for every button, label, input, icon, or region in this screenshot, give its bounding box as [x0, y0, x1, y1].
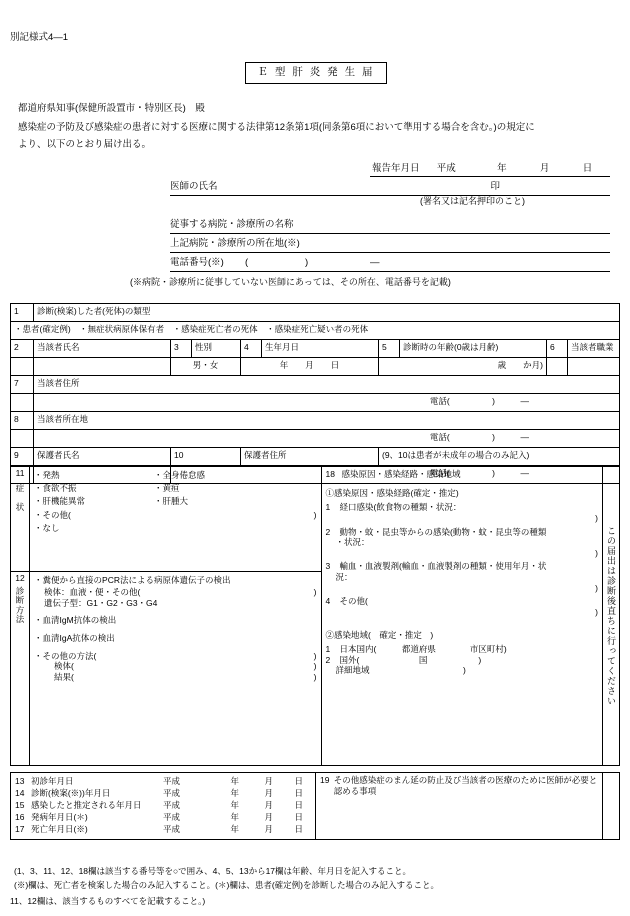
- telephone-label: 電話番号(※): [170, 257, 224, 268]
- date-17-year: 年: [230, 824, 239, 834]
- table-row: [11, 394, 620, 412]
- infection-cause-1[interactable]: [326, 502, 598, 513]
- tel-dash: ―: [370, 257, 380, 268]
- hospital-address-field[interactable]: 上記病院・診療所の所在地(※): [170, 238, 610, 253]
- diag-other-result-close: ): [313, 672, 317, 683]
- report-date-day: 日: [582, 163, 593, 174]
- section18-title: 感染原因・感染経路・感染地域: [341, 469, 461, 479]
- symptom-row-4: [34, 509, 316, 522]
- cause4-no: 4: [325, 596, 331, 607]
- date-17-no: 17: [15, 824, 25, 834]
- doctor-name-label: 医師の氏名: [170, 181, 218, 192]
- diag-iga[interactable]: ・血清IgA抗体の検出: [34, 632, 115, 643]
- date-13-day: 日: [294, 776, 303, 786]
- row7-number-2: 10: [171, 448, 241, 466]
- seal-mark: 印: [490, 181, 500, 192]
- date-15-no: 15: [15, 800, 25, 810]
- row4-name-value[interactable]: [34, 358, 171, 376]
- symptom-row-2: [34, 482, 316, 495]
- date-14-month: 月: [264, 788, 273, 798]
- report-date-year: 年: [497, 163, 507, 174]
- date-16-label: 発病年月日(＊): [31, 812, 88, 822]
- date-16-year: 年: [230, 812, 239, 822]
- date-14-label: 診断(検案(※))年月日: [31, 788, 111, 798]
- region-foreign-detail[interactable]: 詳細地域 ): [335, 665, 466, 676]
- date-14-day: 日: [294, 788, 303, 798]
- symptom-malaise[interactable]: ・全身倦怠感: [154, 470, 206, 480]
- infection-cause-2[interactable]: [326, 527, 598, 538]
- date-13-label: 初診年月日: [31, 776, 74, 786]
- addressee: 都道府県知事(保健所設置市・特別区長) 殿: [18, 103, 205, 114]
- date-row-14[interactable]: [15, 788, 311, 800]
- section12-vertical-label: 診 断 方 法: [15, 586, 25, 624]
- row3-sex-number: 3: [171, 340, 192, 358]
- cause3-label: 輸血・血液製剤(輸血・血液製剤の種類・使用年月・状: [339, 561, 547, 572]
- doctor-note: (※病院・診療所に従事していない医師にあっては、その所在、電話番号を記載): [130, 277, 451, 287]
- diag-specimen-row[interactable]: [34, 587, 316, 598]
- table-row: [11, 358, 620, 376]
- row3-job-label: 当該者職業: [568, 340, 620, 358]
- row6-tel[interactable]: 電話( ) ―: [34, 430, 620, 448]
- region-domestic-no: 1: [325, 644, 331, 655]
- date-13-year: 年: [230, 776, 239, 786]
- diag-other-specimen-label: 検体(: [54, 661, 74, 672]
- patient-info-table: [10, 303, 620, 484]
- row5-tel[interactable]: 電話( ) ―: [34, 394, 620, 412]
- symptom-row-1: [34, 469, 316, 482]
- date-15-year: 年: [230, 800, 239, 810]
- footnote-3: 11、12欄は、該当するものすべてを記載すること。): [10, 896, 206, 906]
- date-14-year: 年: [230, 788, 239, 798]
- section19-side-spacer: [602, 773, 619, 840]
- section11-number: [11, 467, 30, 572]
- date-13-era: 平成: [163, 776, 181, 786]
- section11-vertical-label: 症 状: [15, 483, 25, 512]
- row3-number: 2: [11, 340, 34, 358]
- dates-table: [10, 772, 620, 840]
- row7-label: 保護者氏名: [34, 448, 171, 466]
- cause3-label-b: 況：: [335, 572, 353, 582]
- row8-tel[interactable]: 電話( ) ―: [171, 466, 620, 484]
- side-note-text: この届出は診断後直ちに行ってください: [606, 526, 617, 706]
- date-14-era: 平成: [163, 788, 181, 798]
- row7-number: 9: [11, 448, 34, 466]
- symptom-hepatomegaly[interactable]: ・肝腫大: [154, 496, 189, 507]
- row4-age-value[interactable]: 歳 か月): [379, 358, 547, 376]
- cause1-close: ): [595, 512, 598, 523]
- section18-header: [326, 469, 598, 480]
- symptom-other[interactable]: ・その他(: [34, 509, 71, 520]
- diag-other-result-label: 結果(: [54, 672, 74, 683]
- region-domestic-label: 日本国内( 都道府県 市区町村): [339, 644, 507, 655]
- row6-label: 当該者所在地: [34, 412, 620, 430]
- row3-age-number: 5: [379, 340, 400, 358]
- symptom-row-3: [34, 495, 316, 508]
- diag-specimen-label: 検体：血液・便・その他(: [44, 587, 141, 598]
- diag-other-specimen-row[interactable]: [34, 661, 316, 672]
- signature-note: (署名又は記名押印のこと): [420, 196, 525, 206]
- row3-sex-label: 性別: [192, 340, 241, 358]
- diag-other-specimen-close: ): [313, 661, 317, 672]
- row6-blank: [11, 430, 34, 448]
- region-foreign-label: 国外( 国 ): [339, 654, 482, 665]
- row5-number: 7: [11, 376, 34, 394]
- table-row: [11, 376, 620, 394]
- table-row: [11, 412, 620, 430]
- report-date-row: [370, 163, 618, 177]
- report-date-era: 平成: [436, 163, 456, 174]
- section11-content[interactable]: [30, 467, 321, 572]
- table-row: [11, 467, 620, 572]
- tel-paren-close: ): [305, 257, 309, 268]
- diag-other-result-row[interactable]: [34, 672, 316, 683]
- row4-job-value[interactable]: [568, 358, 620, 376]
- date-row-17[interactable]: [15, 824, 311, 836]
- date-17-era: 平成: [163, 824, 181, 834]
- tel-paren-open: (: [245, 257, 249, 268]
- date-16-no: 16: [15, 812, 25, 822]
- infection-cause-3[interactable]: [326, 561, 598, 572]
- diag-pcr[interactable]: ・糞便から直接のPCR法による病原体遺伝子の検出: [34, 575, 231, 585]
- section18-content[interactable]: [321, 467, 602, 766]
- row4-blank-1: [11, 358, 34, 376]
- row1-label: 診断(検案)した者(死体)の類型: [34, 304, 620, 322]
- section12-number: [11, 572, 30, 766]
- table-row: [11, 773, 620, 840]
- date-14-no: 14: [15, 788, 25, 798]
- diag-specimen-close: ): [313, 587, 317, 598]
- section19-label: その他感染症のまん延の防止及び当該者の医療のために医師が必要と認める事項: [333, 775, 598, 796]
- row1-number: 1: [11, 304, 34, 322]
- table-row: [11, 340, 620, 358]
- date-13-month: 月: [264, 776, 273, 786]
- date-15-day: 日: [294, 800, 303, 810]
- diag-igm[interactable]: ・血清IgM抗体の検出: [34, 615, 117, 626]
- cause2-no: 2: [325, 526, 331, 537]
- region-foreign-no: 2: [325, 654, 331, 665]
- telephone-field[interactable]: [170, 257, 610, 272]
- row4-birth-value[interactable]: 年 月 日: [241, 358, 379, 376]
- symptom-none[interactable]: ・なし: [34, 522, 60, 533]
- section19-number: 19: [320, 775, 330, 785]
- symptom-liver-dysfunction[interactable]: ・肝機能異常: [34, 496, 86, 507]
- section12-no-text: 12: [15, 573, 25, 583]
- table-row: [11, 322, 620, 340]
- row5-label: 当該者住所: [34, 376, 620, 394]
- row3-job-number: 6: [547, 340, 568, 358]
- cause4-label: その他(: [339, 596, 368, 607]
- row4-blank-2: [547, 358, 568, 376]
- law-text-line-2: より、以下のとおり届け出る。: [18, 139, 152, 150]
- clinical-table: [10, 466, 620, 766]
- row3-name-label: 当該者氏名: [34, 340, 171, 358]
- section11-no-text: 11: [15, 468, 25, 478]
- section19-header: [320, 775, 598, 796]
- cause1-label: 経口感染(飲食物の種類・状況：: [339, 502, 462, 513]
- date-17-label: 死亡年月日(※): [31, 824, 88, 834]
- law-text-line-1: 感染症の予防及び感染症の患者に対する医療に関する法律第12条第1項(同条第6項において準用する場合を含む。)の規定に: [18, 122, 535, 133]
- row3-birth-label: 生年月日: [262, 340, 379, 358]
- row2-types[interactable]: ・患者(確定例) ・無症状病原体保有者 ・感染症死亡者の死体 ・感染症死亡疑い者の死体: [11, 322, 620, 340]
- cause2-close: ): [595, 547, 598, 558]
- side-note: [602, 467, 619, 766]
- date-17-day: 日: [294, 824, 303, 834]
- date-16-day: 日: [294, 812, 303, 822]
- section19-content[interactable]: [316, 773, 603, 840]
- symptom-fever[interactable]: ・発熱: [34, 470, 60, 480]
- cause2-label: 動物・蚊・昆虫等からの感染(動物・蚊・昆虫等の種類: [339, 526, 547, 537]
- cause3-no: 3: [325, 561, 331, 572]
- section18-sub1: ①感染原因・感染経路(確定・推定): [325, 487, 459, 498]
- infection-cause-4[interactable]: [326, 596, 598, 607]
- section12-content[interactable]: [30, 572, 321, 766]
- row7-label-2: 保護者住所: [241, 448, 379, 466]
- date-13-no: 13: [15, 776, 25, 786]
- diag-other-row[interactable]: [34, 651, 316, 662]
- row5-blank: [11, 394, 34, 412]
- table-row: [11, 304, 620, 322]
- section18-number: 18: [325, 469, 335, 479]
- date-15-label: 感染したと推定される年月日: [31, 800, 142, 810]
- form-number: 別記様式4―1: [10, 32, 69, 43]
- date-15-era: 平成: [163, 800, 181, 810]
- region-domestic[interactable]: [326, 644, 598, 655]
- date-15-month: 月: [264, 800, 273, 810]
- date-16-era: 平成: [163, 812, 181, 822]
- date-row-15[interactable]: [15, 800, 311, 812]
- document-title: Ｅ 型 肝 炎 発 生 届: [245, 62, 387, 84]
- doctor-name-field[interactable]: [170, 181, 610, 196]
- table-row: [11, 448, 620, 466]
- footnote-2: (※)欄は、死亡者を検案した場合のみ記入すること。(＊)欄は、患者(確定例)を診断した場合のみ記入すること。: [14, 880, 439, 890]
- cause4-close: ): [595, 606, 598, 617]
- date-row-13[interactable]: [15, 776, 311, 788]
- report-date-month: 月: [539, 163, 550, 174]
- diag-genotype[interactable]: 遺伝子型：G1・G2・G3・G4: [44, 597, 158, 608]
- hospital-name-field[interactable]: 従事する病院・診療所の名称: [170, 219, 610, 234]
- cause2-label-b: ・状況：: [335, 537, 370, 548]
- table-row: [11, 430, 620, 448]
- date-row-16[interactable]: [15, 812, 311, 824]
- row3-birth-number: 4: [241, 340, 262, 358]
- footnote-1: (1、3、11、12、18欄は該当する番号等を○で囲み、4、5、13から17欄は年齢、年月日を記入すること。: [14, 866, 412, 876]
- diag-other-close: ): [313, 650, 317, 661]
- row3-age-label: 診断時の年齢(0歳は月齢): [400, 340, 547, 358]
- symptom-anorexia[interactable]: ・食欲不振: [34, 483, 77, 494]
- symptom-jaundice[interactable]: ・黄疸: [154, 483, 180, 494]
- diag-other-label: ・その他の方法(: [34, 650, 97, 661]
- cause3-close: ): [595, 582, 598, 593]
- report-date-label: 報告年月日: [372, 163, 420, 174]
- date-16-month: 月: [264, 812, 273, 822]
- row7-note: (9、10は患者が未成年の場合のみ記入): [379, 448, 620, 466]
- section18-sub2[interactable]: ②感染地域( 確定・推定 ): [325, 629, 434, 640]
- dates-cell: [11, 773, 316, 840]
- row4-sex-value[interactable]: 男・女: [171, 358, 241, 376]
- symptom-other-close: ): [313, 509, 317, 520]
- region-foreign[interactable]: [326, 655, 598, 666]
- cause1-no: 1: [325, 502, 331, 513]
- date-17-month: 月: [264, 824, 273, 834]
- row6-number: 8: [11, 412, 34, 430]
